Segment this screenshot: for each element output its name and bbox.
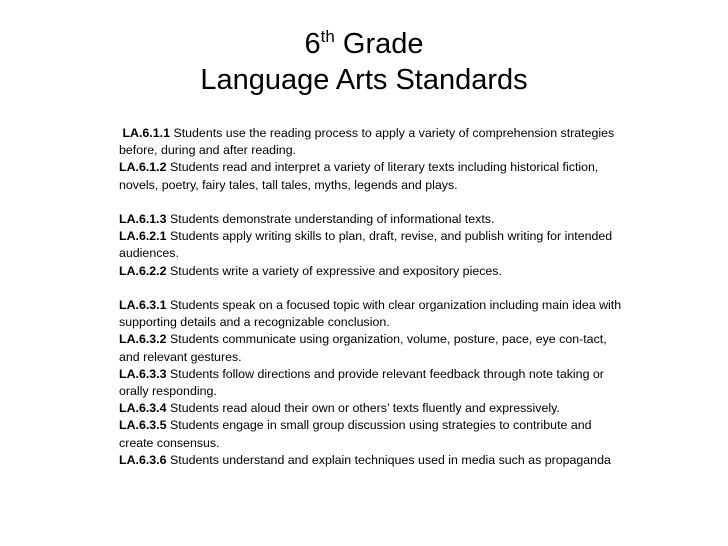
grade-word: Grade [342,28,424,60]
standard-text: Students write a variety of expressive and expository pieces. [169,263,502,278]
standard-text: Students follow directions and provide relevant feedback through note taking or orally responding. [119,366,604,399]
standard-text: Students demonstrate understanding of informational texts. [169,212,495,226]
grade-number: 6 [304,28,321,60]
standard-text: Students understand and explain techniques used in media such as propaganda [169,452,611,467]
standard-item [119,331,629,365]
standard-text: Students read aloud their own or others’ texts fluently and expressively. [169,401,560,416]
standard-item [119,366,629,400]
standard-item [119,159,629,193]
standard-item [119,417,629,451]
standard-id: LA.6.1.3 [119,212,167,226]
standard-id: LA.6.3.3 [119,366,167,381]
standard-id: LA.6.2.1 [119,229,167,244]
standard-id: LA.6.3.5 [119,418,167,433]
standard-id: LA.6.3.2 [119,332,167,347]
standard-text: Students read and interpret a variety of literary texts including historical fiction, novels, poetry, fairy tales, tall tales, myths, legends and plays. [119,160,599,192]
section-gap [119,194,629,211]
subtitle: Language Arts Standards [200,64,528,96]
standard-id: LA.6.3.4 [119,401,167,416]
grade-suffix: th [320,27,335,46]
standard-id: LA.6.1.2 [119,160,167,175]
standard-item [119,297,629,331]
standard-text: Students apply writing skills to plan, draft, revise, and publish writing for intended audiences. [119,229,613,261]
section-gap [119,280,629,297]
standard-item [119,228,629,262]
standard-text: Students use the reading process to apply a variety of comprehension strategies before, during and after reading. [119,126,615,158]
standard-item [119,211,629,228]
standard-text: Students communicate using organization, volume, posture, pace, eye con-tact, and relevant gestures. [119,332,607,364]
standard-id: LA.6.3.1 [119,298,167,312]
standard-id: LA.6.1.1 [122,126,170,140]
standard-item [119,125,629,159]
standard-item [119,452,629,469]
slide-title [0,26,728,98]
standard-id: LA.6.3.6 [119,452,167,467]
standard-id: LA.6.2.2 [119,263,167,278]
grade-heading [0,26,728,62]
standard-text: Students engage in small group discussion using strategies to contribute and create consensus. [119,418,592,450]
standards-list [119,125,629,469]
standard-text: Students speak on a focused topic with clear organization including main idea with supporting details and a recognizable conclusion. [119,298,622,330]
standard-item [119,263,629,280]
standard-item [119,400,629,417]
